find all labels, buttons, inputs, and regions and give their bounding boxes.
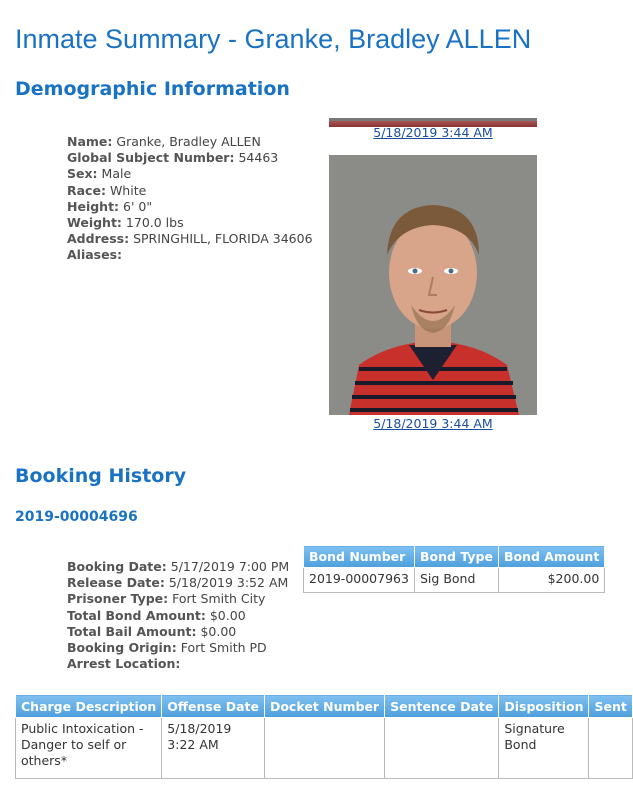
field-label: Address: [67,231,130,247]
offense-date-cell: 5/18/2019 3:22 AM [162,718,265,779]
column-header-bond-number: Bond Number [304,546,415,568]
field-global-subject-number [67,150,313,166]
booking-fields [67,559,289,672]
field-value: Granke, Bradley ALLEN [116,134,261,149]
mugshot-image [329,155,537,415]
field-value: 170.0 lbs [125,215,184,231]
field-label: Arrest Location: [67,656,181,672]
bond-table [303,545,605,593]
column-header-docket-number: Docket Number [264,695,384,718]
field-prisoner-type [67,591,289,607]
field-total-bail-amount [67,624,289,640]
sent-cell [589,718,632,779]
bond-amount-cell: $200.00 [498,568,604,593]
field-value: Male [101,166,132,182]
field-name [67,134,313,150]
field-total-bond-amount [67,608,289,624]
field-label: Height: [67,198,120,214]
field-label: Total Bail Amount: [67,623,197,639]
table-header-row [304,546,605,568]
field-label: Release Date: [67,575,165,591]
field-arrest-location [67,656,289,672]
field-value: White [109,182,147,198]
photo-date-link-bottom[interactable]: 5/18/2019 3:44 AM [373,416,493,431]
field-label: Prisoner Type: [67,591,169,607]
disposition-cell: Signature Bond [499,718,589,779]
column-header-bond-type: Bond Type [415,546,499,568]
booking-history-heading: Booking History [15,465,187,487]
charge-table [15,694,633,779]
field-address [67,231,313,247]
bond-number-cell: 2019-00007963 [304,568,415,593]
photo-date-link-top[interactable]: 5/18/2019 3:44 AM [373,125,493,140]
table-row [16,718,633,779]
field-label: Total Bond Amount: [67,607,206,623]
field-value: 6' 0" [123,198,153,214]
column-header-sent: Sent [589,695,632,718]
field-aliases [67,247,313,263]
booking-number: 2019-00004696 [15,509,138,525]
field-label: Booking Date: [67,559,167,574]
field-value: Fort Smith PD [180,640,267,656]
sentence-date-cell [385,718,499,779]
field-label: Aliases: [67,247,123,263]
field-value: Fort Smith City [172,591,266,607]
column-header-sentence-date: Sentence Date [385,695,499,718]
field-booking-date [67,559,289,575]
page-title: Inmate Summary - Granke, Bradley ALLEN [15,24,532,54]
field-booking-origin [67,640,289,656]
field-value: 5/17/2019 7:00 PM [170,559,290,574]
column-header-disposition: Disposition [499,695,589,718]
docket-number-cell [264,718,384,779]
field-label: Sex: [67,166,98,182]
field-label: Global Subject Number: [67,150,235,166]
mugshot-photo [329,155,537,415]
field-height [67,199,313,215]
demographic-heading: Demographic Information [15,78,290,100]
charge-description-cell: Public Intoxication - Danger to self or others* [16,718,162,779]
field-label: Race: [67,182,106,198]
field-label: Weight: [67,215,122,231]
field-sex [67,166,313,182]
column-header-bond-amount: Bond Amount [498,546,604,568]
table-row [304,568,605,593]
field-value: $0.00 [200,623,237,639]
field-value: SPRINGHILL, FLORIDA 34606 [133,231,313,247]
bond-type-cell: Sig Bond [415,568,499,593]
field-weight [67,215,313,231]
field-value: $0.00 [209,607,246,623]
column-header-charge-description: Charge Description [16,695,162,718]
field-value: 54463 [238,150,279,166]
field-value: 5/18/2019 3:52 AM [168,575,289,591]
field-label: Booking Origin: [67,640,177,656]
field-label: Name: [67,134,113,149]
field-race [67,183,313,199]
column-header-offense-date: Offense Date [162,695,265,718]
field-release-date [67,575,289,591]
demographic-fields [67,134,313,264]
table-header-row [16,695,633,718]
